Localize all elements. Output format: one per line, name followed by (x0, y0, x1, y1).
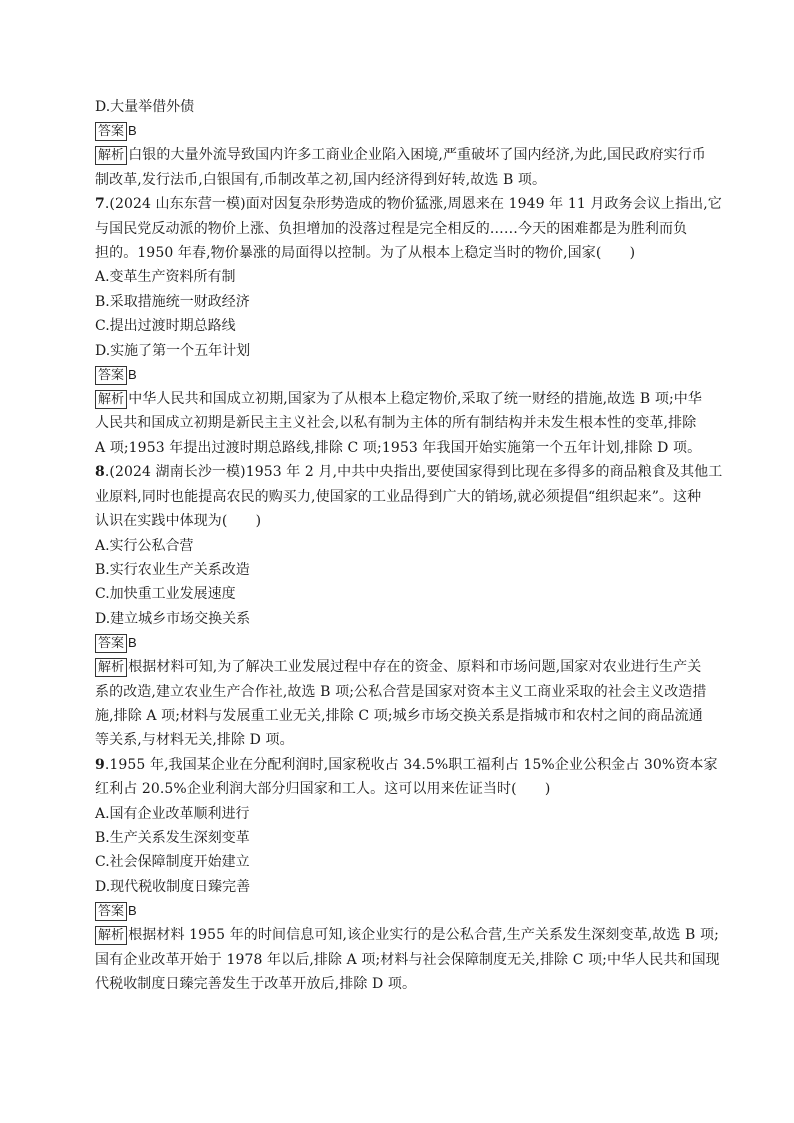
analysis-label: 解析 (95, 658, 127, 677)
q9-analysis-line: 根据材料 1955 年的时间信息可知,该企业实行的是公私合营,生产关系发生深刻变革,故选 B 项; (128, 927, 719, 944)
q8-answer: B (128, 635, 137, 651)
document-page (95, 95, 723, 996)
q9-option-a: A.国有企业改革顺利进行 (95, 805, 250, 822)
q7-stem-line: 担的。1950 年春,物价暴涨的局面得以控制。为了从根本上稳定当时的物价,国家( ) (95, 245, 636, 262)
q8-answer-row (95, 631, 705, 655)
q9-analysis (95, 923, 720, 996)
q9-stem-line: .1955 年,我国某企业在分配利润时,国家税收占 34.5%职工福利占 15%企业公积金占 30%资本家 (104, 756, 718, 773)
q8-analysis-line: 施,排除 A 项;材料与发展重工业无关,排除 C 项;城乡市场交换关系是指城市和农村之间的商品流通 (95, 707, 703, 724)
q8-stem-line: 认识在实践中体现为( ) (95, 513, 262, 530)
q7-number: 7 (95, 196, 105, 213)
q7-stem (95, 192, 722, 265)
q8-analysis-line: 根据材料可知,为了解决工业发展过程中存在的资金、原料和市场问题,国家对农业进行生产关 (128, 659, 702, 676)
q6-answer: B (128, 123, 137, 139)
q7-answer-row (95, 363, 705, 387)
analysis-label: 解析 (95, 146, 127, 165)
q6-answer-row (95, 119, 705, 143)
q9-analysis-line: 国有企业改革开始于 1978 年以后,排除 A 项;材料与社会保障制度无关,排除 C 项;中华人民共和国现 (95, 951, 720, 968)
q7-analysis-line: 中华人民共和国成立初期,国家为了从根本上稳定物价,采取了统一财经的措施,故选 B 项;中华 (128, 391, 702, 408)
answer-label: 答案 (95, 902, 127, 921)
q6-analysis (95, 143, 705, 192)
q7-answer: B (128, 367, 137, 383)
q7-option-b: B.采取措施统一财政经济 (95, 293, 250, 310)
q9-option-d: D.现代税收制度日臻完善 (95, 878, 251, 895)
q7-analysis-line: A 项;1953 年提出过渡时期总路线,排除 C 项;1953 年我国开始实施第一个五年计划,排除 D 项。 (95, 439, 702, 456)
q8-stem-line: 业原料,同时也能提高农民的购买力,使国家的工业品得到广大的销场,就必须提倡“组织起来”。这种 (95, 488, 702, 505)
q8-option-a: A.实行公私合营 (95, 537, 194, 554)
q8-analysis-line: 系的改造,建立农业生产合作社,故选 B 项;公私合营是国家对资本主义工商业采取的社会主义改造措 (95, 683, 707, 700)
q9-stem-line: 红利占 20.5%企业利润大部分归国家和工人。这可以用来佐证当时( ) (95, 781, 551, 798)
q8-option-d: D.建立城乡市场交换关系 (95, 610, 251, 627)
q8-stem (95, 460, 723, 533)
answer-label: 答案 (95, 122, 127, 141)
answer-label: 答案 (95, 366, 127, 385)
q6-option-d: D.大量举借外债 (95, 99, 195, 115)
q6-analysis-line: 白银的大量外流导致国内许多工商业企业陷入困境,严重破坏了国内经济,为此,国民政府实行币 (128, 147, 706, 164)
q7-option-d: D.实施了第一个五年计划 (95, 342, 251, 359)
q7-stem-line: 与国民党反动派的物价上涨、负担增加的没落过程是完全相反的……今天的困难都是为胜利而负 (95, 220, 688, 237)
answer-label: 答案 (95, 634, 127, 653)
q6-analysis-line: 制改革,发行法币,白银国有,币制改革之初,国内经济得到好转,故选 B 项。 (95, 171, 547, 188)
q9-option-b: B.生产关系发生深刻变革 (95, 829, 250, 846)
q7-analysis-line: 人民共和国成立初期是新民主主义社会,以私有制为主体的所有制结构并未发生根本性的变革,排除 (95, 415, 697, 432)
q9-analysis-line: 代税收制度日臻完善发生于改革开放后,排除 D 项。 (95, 976, 417, 992)
q9-answer-row (95, 899, 705, 923)
q7-stem-line: .(2024 山东东营一模)面对因复杂形势造成的物价猛涨,周恩来在 1949 年 11 月政务会议上指出,它 (104, 196, 722, 213)
q8-analysis (95, 655, 705, 753)
q8-option-b: B.实行农业生产关系改造 (95, 561, 250, 578)
q7-option-c: C.提出过渡时期总路线 (95, 318, 236, 335)
q8-stem-line: .(2024 湖南长沙一模)1953 年 2 月,中共中央指出,要使国家得到比现在多得多的商品粮食及其他工 (104, 464, 723, 481)
q7-analysis (95, 387, 705, 460)
analysis-label: 解析 (95, 390, 127, 409)
q9-option-c: C.社会保障制度开始建立 (95, 854, 250, 871)
q9-stem (95, 753, 718, 802)
q9-answer: B (128, 903, 137, 919)
q8-number: 8 (95, 464, 105, 481)
analysis-label: 解析 (95, 926, 127, 945)
q9-number: 9 (95, 756, 105, 773)
q8-analysis-line: 等关系,与材料无关,排除 D 项。 (95, 732, 294, 749)
q8-option-c: C.加快重工业发展速度 (95, 586, 236, 603)
q7-option-a: A.变革生产资料所有制 (95, 269, 236, 286)
